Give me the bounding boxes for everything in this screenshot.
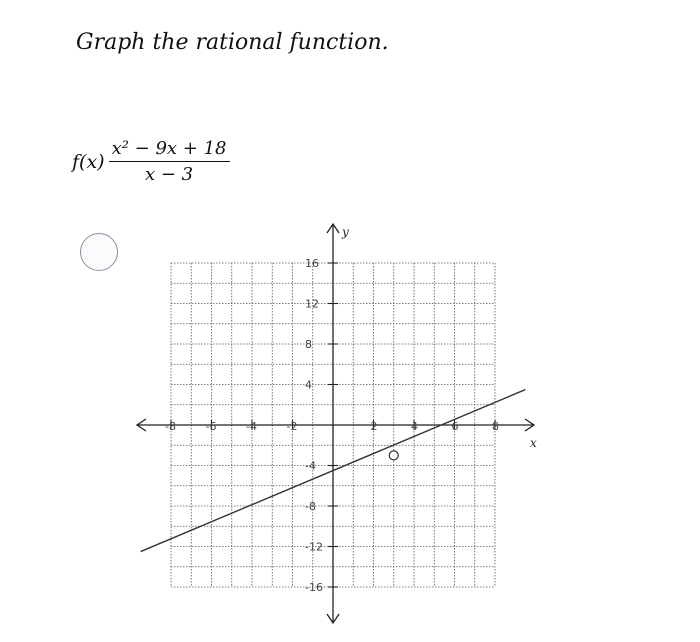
x-axis-label: x <box>530 436 537 450</box>
x-tick-label: 2 <box>370 420 378 433</box>
y-tick-label: -8 <box>305 500 316 513</box>
x-tick-label: 8 <box>492 420 499 433</box>
numerator: x² − 9x + 18 <box>109 138 230 162</box>
axes <box>137 224 537 623</box>
function-name: f(x) <box>72 150 105 173</box>
hole-point <box>389 451 398 460</box>
y-tick-label: 16 <box>305 257 319 270</box>
x-tick-label: -4 <box>246 420 257 433</box>
y-tick-label: -16 <box>305 581 323 594</box>
x-tick-label: 4 <box>411 420 418 433</box>
y-axis-label: y <box>342 225 349 239</box>
x-tick-label: -2 <box>286 420 298 433</box>
x-tick-label: -8 <box>165 420 176 433</box>
denominator: x − 3 <box>144 164 194 185</box>
y-tick-label: 12 <box>305 297 319 311</box>
y-tick-label: 8 <box>305 338 312 351</box>
x-tick-label: -6 <box>205 420 217 433</box>
x-tick-label: 6 <box>451 420 459 433</box>
y-tick-label: -4 <box>305 459 316 473</box>
y-tick-label: 4 <box>305 378 312 392</box>
question-prompt: Graph the rational function. <box>76 30 389 55</box>
y-tick-label: -12 <box>305 540 323 554</box>
